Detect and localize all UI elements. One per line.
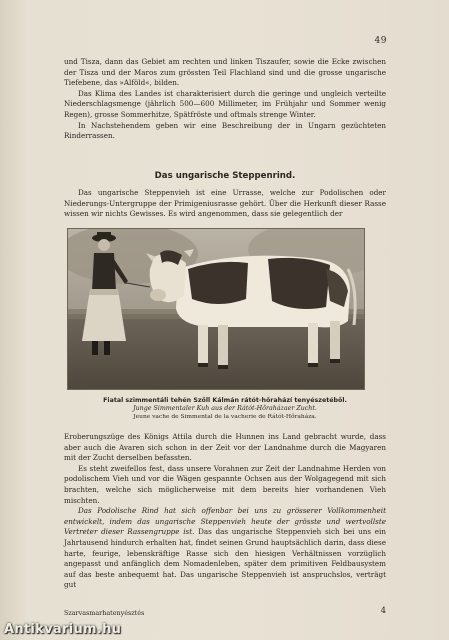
body-paragraph-3-italic: Das Podolische Rind hat sich offenbar bei uns zu grösserer Vollkommenheit entwickelt, indem das ungarische Steppenvieh heute der grösste und wertvollste Vertreter dieser Rassengruppe ist. bbox=[64, 506, 386, 537]
footer-sheet-number: 4 bbox=[380, 606, 386, 616]
section-lead bbox=[64, 188, 386, 220]
cow-photograph-illustration bbox=[68, 229, 364, 389]
intro-paragraph-1: und Tisza, dann das Gebiet am rechten und linken Tiszaufer, sowie die Ecke zwischen der Tisza und der Maros zum grössten Teil Flachland sind und die grosse ungarische Tiefebene, das »Alföld«, bilden. bbox=[64, 57, 386, 88]
watermark bbox=[0, 618, 449, 640]
figure-caption-hungarian: Fiatal szimmentáli tehén Szőll Kálmán rátót-hőrahází tenyészetéből. bbox=[103, 397, 347, 404]
body-paragraph-1: Eroberungszüge des Königs Attila durch die Hunnen ins Land gebracht wurde, dass aber auch die Avaren sich schon in der Zeit vor der Landnahme durch die Magyaren mit der Zucht derselben befassten. bbox=[64, 432, 386, 463]
intro-paragraph-2: Das Klima des Landes ist charakterisiert durch die geringe und ungleich verteilte Niederschlagsmenge (jährlich 500—600 Millimeter, im Frühjahr und Sommer wenig Regen), grosse Sommerhitze, Spätfröste und oftmals strenge Winter. bbox=[64, 88, 386, 119]
page-number: 49 bbox=[374, 36, 387, 46]
watermark-text: Antikvarium.hu bbox=[4, 622, 122, 637]
intro-paragraph-3: In Nachstehendem geben wir eine Beschreibung der in Ungarn gezüchteten Rinderrassen. bbox=[64, 120, 386, 141]
footer-signature: Szarvasmarhatenyésztés bbox=[64, 609, 145, 617]
body-paragraph-3 bbox=[64, 506, 386, 591]
figure-caption-french: Jeune vache de Simmental de la vacherie de Rátót-Hőraháza. bbox=[133, 414, 317, 420]
body-text bbox=[64, 432, 386, 591]
lead-paragraph: Das ungarische Steppenvieh ist eine Urrasse, welche zur Podolischen oder Niederungs-Untergruppe der Primigeniusrasse gehört. Über die Herkunft dieser Rasse wissen wir nichts Gewisses. Es wird angenommen, dass sie gelegentlich der bbox=[64, 188, 386, 219]
figure-caption-german: Junge Simmentaler Kuh aus der Rátót-Hőraházaer Zucht. bbox=[133, 405, 317, 412]
body-paragraph-3-rest: Das das ungarische Steppenvieh sich bei uns ein Jahrtausend hindurch erhalten hat, findet seinen Grund hauptsächlich darin, dass diese harte, feurige, lebenskräftige Rasse sich den hiesigen Verhältnissen vorzüglich angepasst und anfänglich dem Nomadenleben, später dem primitiven Feldbausystem auf das beste anbequemt hat. Das ungarische Steppenvieh ist anspruchslos, verträgt gut bbox=[64, 527, 386, 590]
body-paragraph-2: Es steht zweifellos fest, dass unsere Vorahnen zur Zeit der Landnahme Herden von podolischem Vieh und vor die Wägen gespannte Ochsen aus der Wolgagegend mit sich brachten, welche sich möglicherweise mit dem bereits hier vorhandenen Vieh mischten. bbox=[64, 463, 386, 505]
intro-text bbox=[64, 57, 386, 142]
cow-photograph bbox=[67, 228, 365, 390]
section-heading: Das ungarische Steppenrind. bbox=[154, 171, 296, 181]
